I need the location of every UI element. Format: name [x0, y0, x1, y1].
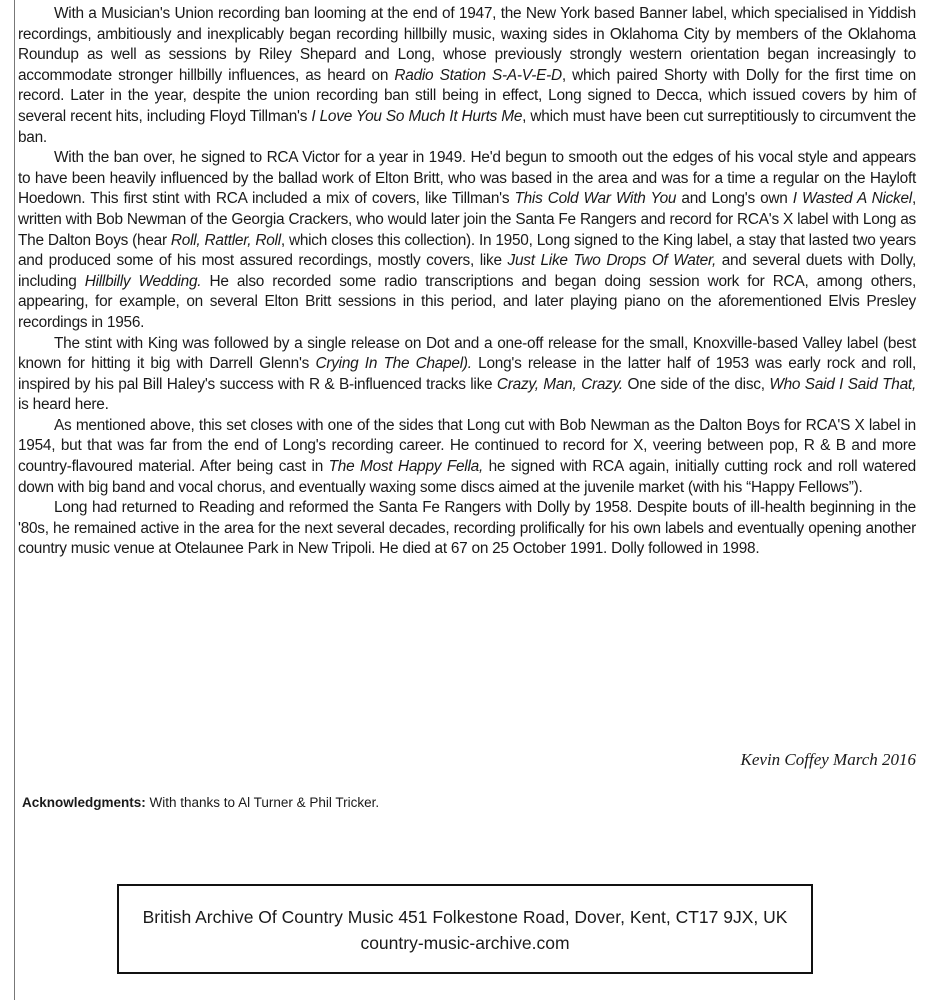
acknowledgments-text: With thanks to Al Turner & Phil Tricker.	[145, 795, 380, 810]
paragraph-text: , which closes this collection). In 1950, Long signed to the King label, a stay that lasted two years and produced some of his most assured recordings, mostly covers, like	[18, 231, 916, 270]
italic-title: Hillbilly Wedding.	[84, 272, 202, 290]
acknowledgments-label: Acknowledgments:	[22, 795, 146, 810]
paragraph-text: With the ban over, he signed to RCA Victor for a year in 1949. He'd begun to smooth out the edges of his vocal style and appears to have been heavily influenced by the ballad work of Elton Britt, who was based in the area and was for a time a regular on the Hayloft Hoedown. This first stint with RCA included a mix of covers, like Tillman's	[18, 149, 916, 208]
acknowledgments	[22, 795, 379, 810]
italic-title: Crazy, Man, Crazy.	[496, 375, 623, 393]
article-paragraph	[18, 498, 916, 560]
italic-title: Radio Station S-A-V-E-D	[394, 66, 562, 84]
italic-title: Who Said I Said That,	[769, 375, 916, 393]
author-signature: Kevin Coffey March 2016	[740, 750, 916, 769]
paragraph-text: One side of the disc,	[622, 375, 770, 393]
paragraph-text: As mentioned above, this set closes with one of the sides that Long cut with Bob Newman as the Dalton Boys for RCA'S X label in 1954, but that was far from the end of Long's recording career. He continued to record for X, veering between pop, R & B and more country-flavoured material. After being cast in	[18, 416, 916, 476]
paragraph-text: Long's release in the latter half of 1953 was early rock and roll, inspired by his pal Bill Haley's success with R & B-influenced tracks like	[18, 355, 916, 393]
italic-title: This Cold War With You	[514, 190, 677, 208]
article-paragraph	[18, 416, 916, 498]
italic-title: I Wasted A Nickel	[792, 190, 912, 208]
archive-address: British Archive Of Country Music 451 Folkestone Road, Dover, Kent, CT17 9JX, UK	[142, 907, 788, 927]
paragraph-text: and Long's own	[676, 190, 793, 208]
italic-title: I Love You So Much It Hurts Me	[311, 107, 523, 125]
paragraph-text: Long had returned to Reading and reformed the Santa Fe Rangers with Dolly by 1958. Despite bouts of ill-health beginning in the '80s, he remained active in the area for the next several decades, recording prolifically for his own labels and eventually opening another country music venue at Otelaunee Park in New Tripoli. He died at 67 on 25 October 1991. Dolly followed in 1998.	[18, 499, 916, 558]
italic-title: Just Like Two Drops Of Water,	[507, 252, 716, 270]
article-paragraph	[18, 148, 916, 333]
article-paragraph	[18, 334, 916, 416]
italic-title: Roll, Rattler, Roll	[170, 231, 281, 249]
paragraph-text: He also recorded some radio transcriptions and began doing session work for RCA, among others, appearing, for example, on several Elton Britt sessions in this period, and later playing piano on the aforementioned Elvis Presley recordings in 1956.	[18, 272, 916, 331]
paragraph-text: , written with Bob Newman of the Georgia Crackers, who would later join the Santa Fe Rangers and record for RCA's X label with Long as The Dalton Boys (hear	[18, 190, 917, 249]
italic-title: The Most Happy Fella,	[328, 458, 483, 476]
italic-title: Crying In The Chapel).	[315, 355, 472, 373]
paragraph-text: , which paired Shorty with Dolly for the first time on record. Later in the year, despite the union recording ban still being in effect, Long signed to Decca, which issued covers by him of several recent hits, including Floyd Tillman's	[18, 66, 916, 125]
paragraph-text: he signed with RCA again, initially cutting rock and roll watered down with big band and vocal chorus, and eventually waxing some discs aimed at the juvenile market (with his “Happy Fellows”).	[18, 458, 916, 496]
archive-website: country-music-archive.com	[360, 933, 570, 953]
article-paragraph	[18, 4, 916, 148]
paragraph-text: , which must have been cut surreptitiously to circumvent the ban.	[18, 107, 916, 146]
paragraph-text: is heard here.	[18, 396, 109, 414]
archive-address-box	[117, 884, 813, 974]
paragraph-text: With a Musician's Union recording ban looming at the end of 1947, the New York based Banner label, which specialised in Yiddish recordings, ambitiously and inexplicably began recording hillbilly music, waxing sides in Oklahoma City by members of the Oklahoma Roundup as well as sessions by Riley Shepard and Long, whose previously strongly western orientation began increasingly to accommodate stronger hillbilly influences, as heard on	[18, 5, 916, 84]
paragraph-text: The stint with King was followed by a single release on Dot and a one-off release for the small, Knoxville-based Valley label (best known for hitting it big with Darrell Glenn's	[18, 334, 916, 373]
page-edge-line	[14, 0, 15, 1000]
article-body	[18, 4, 916, 560]
paragraph-text: and several duets with Dolly, including	[18, 252, 916, 290]
